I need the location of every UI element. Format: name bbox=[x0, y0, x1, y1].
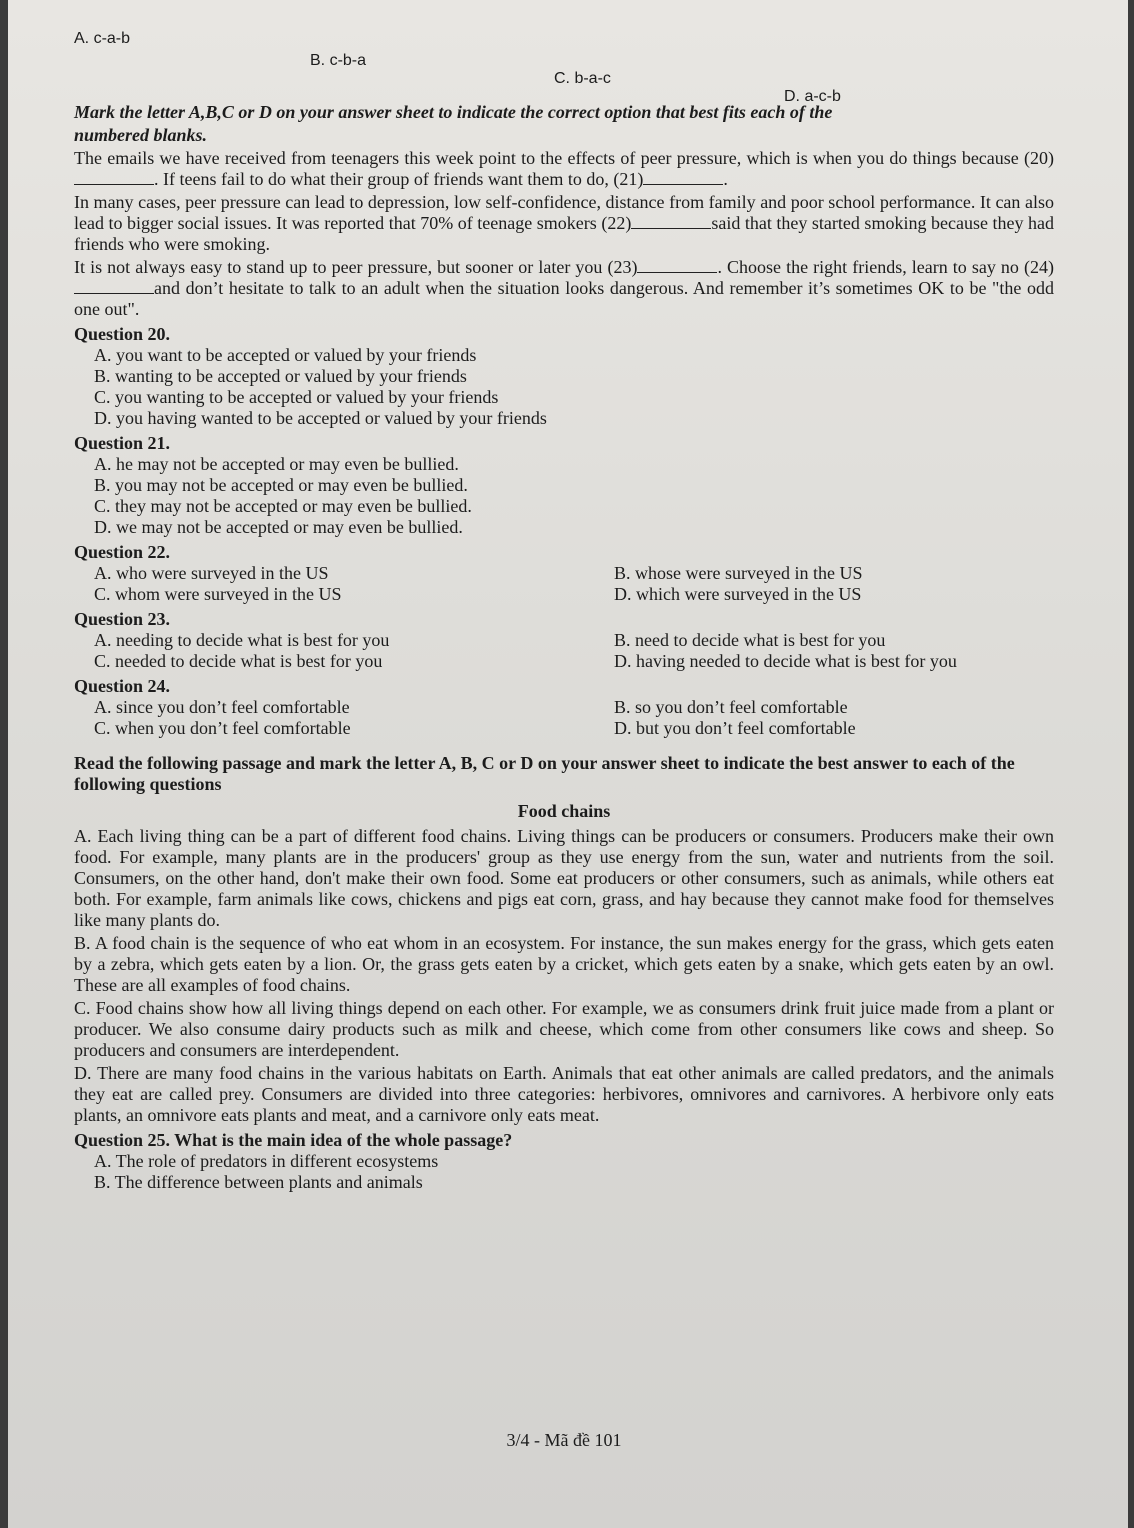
option-b: B. c-b-a bbox=[310, 52, 367, 69]
q20-option-b: B. wanting to be accepted or valued by your friends bbox=[94, 366, 467, 386]
blank-20 bbox=[74, 170, 154, 185]
blank-23 bbox=[637, 258, 717, 273]
question-25: Question 25. What is the main idea of the whole passage? A. The role of predators in different ecosystems B. The difference between plants and animals bbox=[74, 1130, 1054, 1193]
option-a: A. c-a-b bbox=[74, 30, 131, 47]
q23-option-b: B. need to decide what is best for you bbox=[614, 630, 886, 650]
question-24: Question 24. A. since you don’t feel comfortable B. so you don’t feel comfortable C. when you don’t feel comfortable D. but you don’t feel comfortable bbox=[74, 676, 1054, 739]
option-d: D. a-c-b bbox=[784, 88, 841, 105]
q21-option-a: A. he may not be accepted or may even be bullied. bbox=[94, 454, 459, 474]
blank-21 bbox=[643, 170, 723, 185]
passage-paragraph-c: C. Food chains show how all living things depend on each other. For example, we as consumers drink fruit juice made from a plant or producer. We also consume dairy products such as milk and cheese, which come from other consumers like cows and sheep. So producers and consumers are interdependent. bbox=[74, 998, 1054, 1060]
question-23: Question 23. A. needing to decide what is best for you B. need to decide what is best for you C. needed to decide what is best for you D. having needed to decide what is best for you bbox=[74, 609, 1054, 672]
passage-paragraph-d: D. There are many food chains in the various habitats on Earth. Animals that eat other animals are called predators, and the animals they eat are called prey. Consumers are divided into three categories: herbivores, omnivores and carnivores. A herbivore only eats plants, an omnivore eats plants and meat, and a carnivore only eats meat. bbox=[74, 1063, 1054, 1125]
q24-option-c: C. when you don’t feel comfortable bbox=[94, 718, 351, 738]
q23-option-c: C. needed to decide what is best for you bbox=[94, 651, 383, 671]
q24-option-b: B. so you don’t feel comfortable bbox=[614, 697, 848, 717]
reading-instruction: Read the following passage and mark the letter A, B, C or D on your answer sheet to indicate the best answer to each of the following questions bbox=[74, 753, 1015, 794]
question-20: Question 20. A. you want to be accepted or valued by your friends B. wanting to be accepted or valued by your friends C. you wanting to be accepted or valued by your friends D. you having wanted to be accepted or valued by your friends bbox=[74, 324, 1054, 429]
cloze-instruction: Mark the letter A,B,C or D on your answer sheet to indicate the correct option that best fits each of the numbered blanks. bbox=[74, 102, 833, 145]
q22-option-a: A. who were surveyed in the US bbox=[94, 563, 329, 583]
q20-option-a: A. you want to be accepted or valued by your friends bbox=[94, 345, 477, 365]
q22-option-d: D. which were surveyed in the US bbox=[614, 584, 862, 604]
cloze-paragraph-3: It is not always easy to stand up to peer pressure, but sooner or later you (23) . Choose the right friends, learn to say no (24)and don’t hesitate to talk to an adult when the situation looks dangerous. And remember it’s sometimes OK to be "the odd one out". bbox=[74, 257, 1054, 319]
q21-option-b: B. you may not be accepted or may even be bullied. bbox=[94, 475, 468, 495]
q23-option-d: D. having needed to decide what is best for you bbox=[614, 651, 957, 671]
q25-option-b: B. The difference between plants and animals bbox=[94, 1172, 423, 1192]
q20-option-c: C. you wanting to be accepted or valued by your friends bbox=[94, 387, 499, 407]
cloze-paragraph-2: In many cases, peer pressure can lead to depression, low self-confidence, distance from family and poor school performance. It can also lead to bigger social issues. It was reported that 70% of teenage smokers (22) said that they started smoking because they had friends who were smoking. bbox=[74, 192, 1054, 254]
q22-option-b: B. whose were surveyed in the US bbox=[614, 563, 863, 583]
q20-option-d: D. you having wanted to be accepted or valued by your friends bbox=[94, 408, 547, 428]
cloze-paragraph-1: The emails we have received from teenagers this week point to the effects of peer pressure, which is when you do things because (20). If teens fail to do what their group of friends want them to do, (21) . bbox=[74, 148, 1054, 189]
q21-option-c: C. they may not be accepted or may even be bullied. bbox=[94, 496, 472, 516]
question-22: Question 22. A. who were surveyed in the US B. whose were surveyed in the US C. whom were surveyed in the US D. which were surveyed in the US bbox=[74, 542, 1054, 605]
passage-paragraph-b: B. A food chain is the sequence of who eat whom in an ecosystem. For instance, the sun makes energy for the grass, which gets eaten by a zebra, which gets eaten by a lion. Or, the grass gets eaten by a cricket, which gets eaten by a snake, which gets eaten by an owl. These are all examples of food chains. bbox=[74, 933, 1054, 995]
exam-sheet bbox=[8, 0, 1128, 1528]
q25-option-a: A. The role of predators in different ecosystems bbox=[94, 1151, 439, 1171]
question-21: Question 21. A. he may not be accepted or may even be bullied. B. you may not be accepted or may even be bullied. C. they may not be accepted or may even be bullied. D. we may not be accepted or may even be bullied. bbox=[74, 433, 1054, 538]
q24-option-d: D. but you don’t feel comfortable bbox=[614, 718, 856, 738]
passage-title: Food chains bbox=[517, 801, 611, 821]
q24-option-a: A. since you don’t feel comfortable bbox=[94, 697, 350, 717]
blank-24 bbox=[74, 279, 154, 294]
q22-option-c: C. whom were surveyed in the US bbox=[94, 584, 342, 604]
q23-option-a: A. needing to decide what is best for you bbox=[94, 630, 390, 650]
q21-option-d: D. we may not be accepted or may even be bullied. bbox=[94, 517, 463, 537]
option-c: C. b-a-c bbox=[554, 70, 611, 87]
previous-question-options bbox=[74, 28, 1054, 105]
exam-page bbox=[74, 28, 1054, 1450]
page-footer: 3/4 - Mã đề 101 bbox=[506, 1430, 622, 1450]
blank-22 bbox=[631, 214, 711, 229]
passage-paragraph-a: A. Each living thing can be a part of different food chains. Living things can be producers or consumers. Producers make their own food. For example, many plants are in the producers' group as they use energy from the sun, water and nutrients from the soil. Consumers, on the other hand, don't make their own food. Some eat producers or other consumers, such as animals, while others eat both. For example, farm animals like cows, chickens and pigs eat corn, grass, and hay because they cannot make food for themselves like many plants do. bbox=[74, 826, 1054, 930]
